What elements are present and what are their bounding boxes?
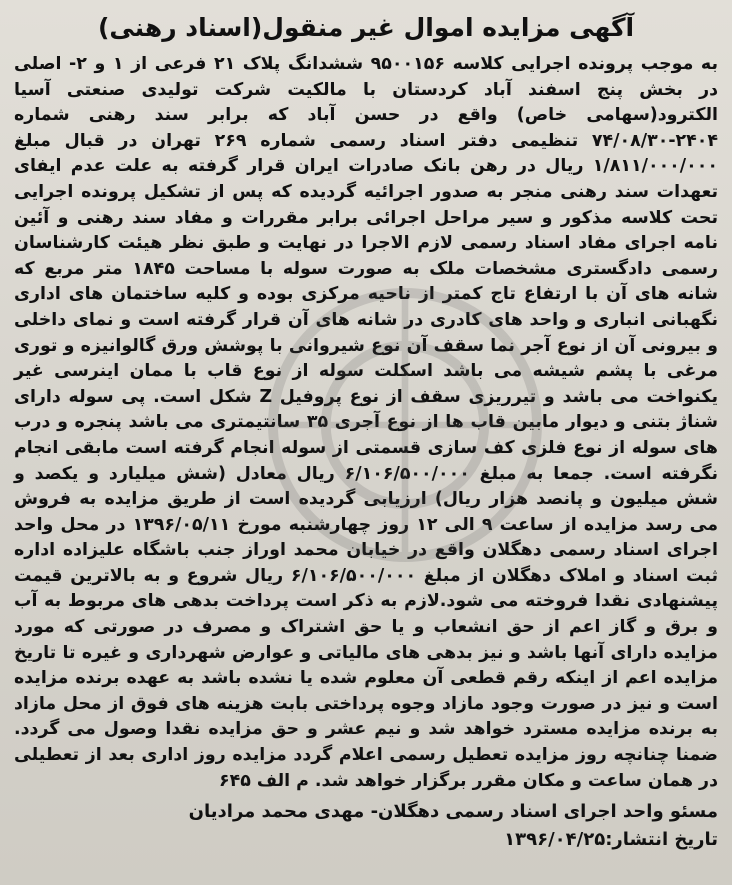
notice-title: آگهی مزایده اموال غیر منقول(اسناد رهنی) — [97, 13, 635, 42]
publish-date: تاریخ انتشار:۱۳۹۶/۰۴/۲۵ — [504, 829, 718, 851]
notice-body: به موجب پرونده اجرایی کلاسه ۹۵۰۰۱۵۶ ششدانگ پلاک ۲۱ فرعی از ۱ و ۲- اصلی در بخش پنج اسفند آباد کردستان با مالکیت شرکت تولیدی صنعتی آسیا الکترود(سهامی خاص) واقع در حسن آباد که برابر سند رهنی شماره ۲۴۰۴-۷۴/۰۸/۳۰ تنظیمی دفتر اسناد رسمی شماره ۲۶۹ تهران در قبال مبلغ ۱/۸۱۱/۰۰۰/۰۰۰ ریال در رهن بانک صادرات ایران قرار گرفته به علت عدم ایفای تعهدات سند رهنی منجر به صدور اجرائیه گردیده که پس از تشکیل پرونده اجرایی تحت کلاسه مذکور و سیر مراحل اجرائی برابر مقررات و مفاد سند رهنی و آئین نامه اجرای مفاد اسناد رسمی لازم الاجرا در نهایت و طبق نظر هیئت کارشناسان رسمی دادگستری مشخصات ملک به صورت سوله با مساحت ۱۸۴۵ متر مربع که شانه های آن با ارتفاع تاج کمتر از ناحیه مرکزی بوده و کلیه ساختمان های اداری نگهبانی انباری و واحد های کادری در شانه های آن قرار گرفته است و نمای داخلی و بیرونی آن از نوع آجر نما سقف آن نوع شیروانی با پوشش ورق گالوانیزه و توری مرغی با پشم شیشه می باشد اسکلت سوله از نوع قاب با ممان اینرسی غیر یکنواخت می باشد و تیرریزی سقف از نوع پروفیل Z شکل است. پی سوله دارای شناژ بتنی و دیوار مابین قاب ها از نوع آجری ۳۵ سانتیمتری می باشد پنجره و درب های سوله از نوع فلزی کف سازی قسمتی از سوله انجام گرفته است مابقی انجام نگرفته است. جمعا به مبلغ ۶/۱۰۶/۵۰۰/۰۰۰ ریال معادل (شش میلیارد و یکصد و شش میلیون و پانصد هزار ریال) ارزیابی گردیده است از طریق مزایده به فروش می رسد مزایده از ساعت ۹ الی ۱۲ روز چهارشنبه مورخ ۱۳۹۶/۰۵/۱۱ در محل واحد اجرای اسناد رسمی دهگلان واقع در خیابان محمد اوراز جنب باشگاه علیزاده اداره ثبت اسناد و املاک دهگلان از مبلغ ۶/۱۰۶/۵۰۰/۰۰۰ ریال شروع و به بالاترین قیمت پیشنهادی نقدا فروخته می شود.لازم به ذکر است پرداخت بدهی های مربوط به آب و برق و گاز اعم از حق انشعاب و یا حق اشتراک و مصرف در صورتی که مورد مزایده دارای آنها باشد و نیز بدهی های مالیاتی و عوارض شهرداری و غیره تا تاریخ مزایده اعم از اینکه رقم قطعی آن معلوم شده یا نشده باشد به عهده برنده مزایده است و نیز در صورت وجود مازاد وجوه پرداختی بابت هزینه های فوق از محل مازاد به برنده مزایده مسترد خواهد شد و نیم عشر و حق مزایده نقدا وصول می گردد. ضمنا چنانچه روز مزایده تعطیل رسمی اعلام گردد مزایده روز اداری بعد از تعطیلی در همان ساعت و مکان مقرر برگزار خواهد شد. م الف ۶۴۵ — [14, 54, 719, 791]
notice-signature: مسئو واحد اجرای اسناد رسمی دهگلان- مهدی محمد مرادیان — [188, 801, 718, 823]
